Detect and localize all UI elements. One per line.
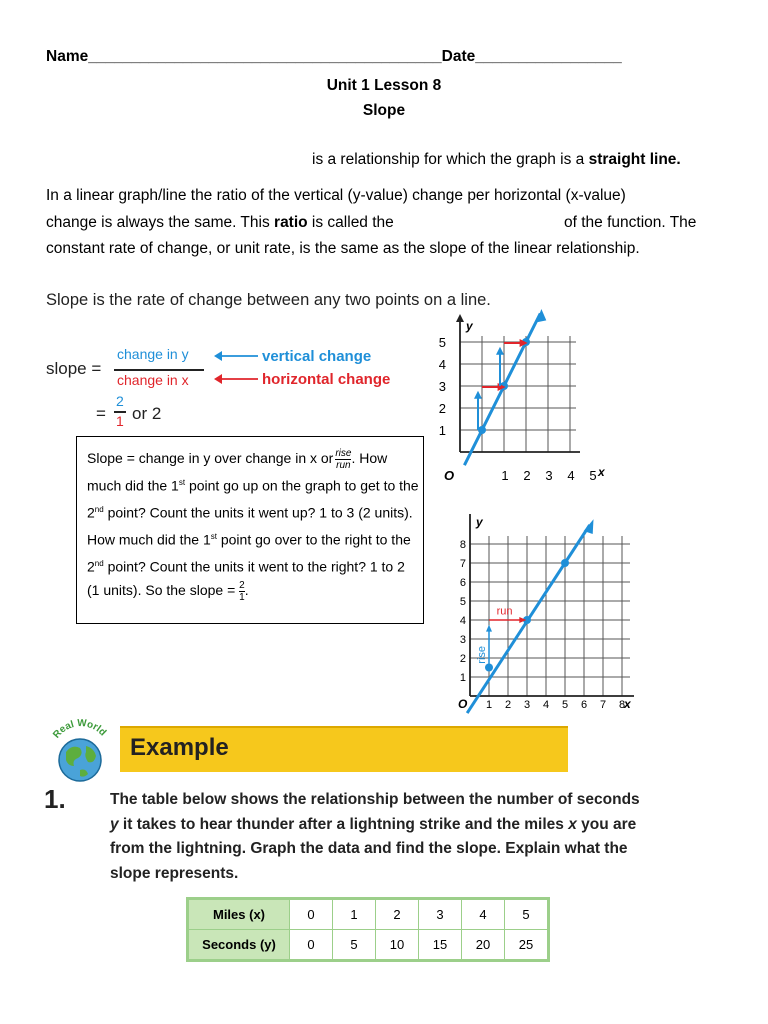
slope-label: slope = [46, 359, 102, 378]
slope-definition-headline: Slope is the rate of change between any two points on a line. [46, 291, 491, 309]
example-text [110, 788, 640, 886]
miles-seconds-table [186, 897, 550, 962]
y-tick-label: 1 [438, 423, 446, 438]
y-tick-label: 1 [459, 672, 466, 684]
example-banner [120, 726, 568, 772]
sup-nd-2: nd [94, 559, 104, 569]
table-row-label: Miles (x) [188, 899, 290, 930]
y-tick-label: 4 [459, 615, 466, 627]
y-tick-label: 2 [438, 401, 446, 416]
y-tick-label: 7 [459, 558, 466, 570]
intro-line-3-end: of the function. The [564, 214, 697, 231]
origin-label: O [444, 468, 455, 483]
example-text-a: The table below shows the relationship between the number of seconds [110, 791, 640, 808]
example-var-y: y [110, 815, 119, 833]
box-period: . [351, 450, 356, 466]
horizontal-change-label: horizontal change [262, 371, 391, 388]
y-tick-label: 5 [438, 335, 446, 350]
graph-1-plot [439, 309, 606, 483]
y-tick-label: 6 [459, 577, 466, 589]
example-var-x: x [568, 815, 577, 833]
box-line-4: point go over to the right to the 2 [87, 531, 411, 575]
graph-1 [418, 310, 604, 488]
name-date-line: Name_________________________________________Date_________________ [46, 48, 622, 65]
rise-arrowhead [486, 625, 492, 632]
globe-icon [44, 716, 116, 788]
box-period-2: . [244, 582, 249, 599]
y-tick-label: 4 [438, 357, 446, 372]
rise-label: rise [476, 645, 489, 664]
x-tick-label: 3 [523, 699, 531, 711]
x-axis-label: x [624, 697, 631, 711]
intro-line-1-bold: straight line. [588, 151, 681, 168]
x-tick-label: 6 [580, 699, 588, 711]
example-text-c: you are from the lightning. Graph the data and find the slope. Explain what the slope represents. [110, 815, 637, 882]
origin-label: O [458, 697, 468, 711]
run-text: run [336, 459, 351, 471]
intro-line-3 [46, 210, 394, 236]
x-axis-label: x [598, 465, 605, 479]
table-cell: 3 [419, 899, 462, 930]
box-line-2: How much did the 1 [87, 450, 388, 494]
rise-text: rise [335, 447, 352, 459]
table-cell: 15 [419, 930, 462, 961]
rise-arrowhead-2 [496, 347, 504, 355]
x-tick-label: 5 [561, 699, 569, 711]
data-point [561, 559, 569, 567]
table-cell: 20 [462, 930, 505, 961]
intro-line-4: constant rate of change, or unit rate, is the same as the slope of the linear relationship. [46, 240, 640, 257]
x-tick-label: 1 [501, 468, 509, 483]
y-tick-label: 2 [459, 653, 466, 665]
table-cell: 0 [290, 899, 333, 930]
table-cell: 1 [333, 899, 376, 930]
y-axis-label: y [466, 319, 473, 333]
unit-title: Unit 1 Lesson 8 [326, 77, 442, 94]
fraction-bar [114, 369, 204, 371]
intro-line-1-text: is a relationship for which the graph is a [312, 151, 589, 168]
intro-ratio-bold: ratio [274, 214, 308, 231]
change-in-x-text: change in x [117, 372, 189, 388]
intro-line-1 [312, 147, 681, 173]
real-world-badge-text [51, 718, 108, 741]
lesson-title: Slope [362, 102, 406, 119]
example-text-b: it takes to hear thunder after a lightning strike and the miles [118, 815, 569, 833]
change-in-x [117, 372, 189, 388]
table-cell: 5 [333, 930, 376, 961]
y-axis-arrow [456, 314, 464, 322]
x-tick-label: 7 [599, 699, 607, 711]
sup-st-1: st [178, 477, 186, 487]
sup-nd-1: nd [94, 504, 104, 514]
change-in-y [117, 346, 189, 362]
example-number: 1. [44, 784, 66, 814]
fraction-den: 1 [116, 413, 124, 429]
run-label: run [496, 605, 513, 618]
x-tick-label: 2 [504, 699, 512, 711]
box-fraction-num: 2 [239, 580, 245, 592]
intro-line-2: In a linear graph/line the ratio of the vertical (y-value) change per horizontal (x-value) [46, 187, 626, 204]
y-tick-label: 5 [459, 596, 466, 608]
box-fraction-den: 1 [239, 592, 245, 604]
y-tick-label: 8 [459, 539, 466, 551]
explanation-box [76, 436, 424, 624]
real-world-badge: Real World [51, 718, 109, 741]
or-two: or 2 [132, 404, 162, 423]
rise-arrowhead [474, 391, 482, 399]
intro-text-a: change is always the same. This [46, 214, 275, 231]
arrows-icon [212, 346, 262, 386]
x-tick-label: 5 [589, 468, 597, 483]
box-line-3: point? Count the units it went up? 1 to 3 (2 units). How much did the 1 [87, 504, 413, 548]
table-row-seconds [188, 930, 549, 961]
data-point [478, 426, 486, 434]
table-cell: 5 [505, 899, 549, 930]
change-in-y-text: change in y [117, 346, 189, 362]
graph-2-plot [458, 514, 634, 713]
fraction-num: 2 [116, 393, 124, 409]
table-cell: 10 [376, 930, 419, 961]
box-line-2b: point go up on the graph to get to the 2 [87, 477, 419, 521]
y-axis-label: y [476, 515, 483, 529]
table-cell: 2 [376, 899, 419, 930]
table-cell: 25 [505, 930, 549, 961]
x-tick-label: 2 [523, 468, 531, 483]
vertical-change-label: vertical change [262, 348, 372, 365]
intro-text-c: is called the [307, 214, 394, 231]
rise-run-fraction [335, 448, 351, 471]
x-tick-label: 1 [485, 699, 493, 711]
explanation-text [87, 447, 419, 603]
x-tick-label: 3 [545, 468, 553, 483]
example-title: Example [130, 734, 229, 761]
box-line-1: Slope = change in y over change in x or [87, 450, 334, 466]
table-row-label: Seconds (y) [188, 930, 290, 961]
box-line-5: point? Count the units it went to the right? 1 to 2 (1 units). So the slope = [87, 558, 405, 599]
y-tick-label: 3 [438, 379, 446, 394]
x-tick-label: 4 [567, 468, 575, 483]
equals-sign: = [96, 404, 106, 423]
table-row-miles [188, 899, 549, 930]
x-tick-label: 8 [618, 699, 626, 711]
table-cell: 0 [290, 930, 333, 961]
table-cell: 4 [462, 899, 505, 930]
graph-2 [448, 510, 648, 710]
x-tick-label: 4 [542, 699, 550, 711]
sup-st-2: st [210, 532, 217, 542]
y-tick-label: 3 [459, 634, 466, 646]
